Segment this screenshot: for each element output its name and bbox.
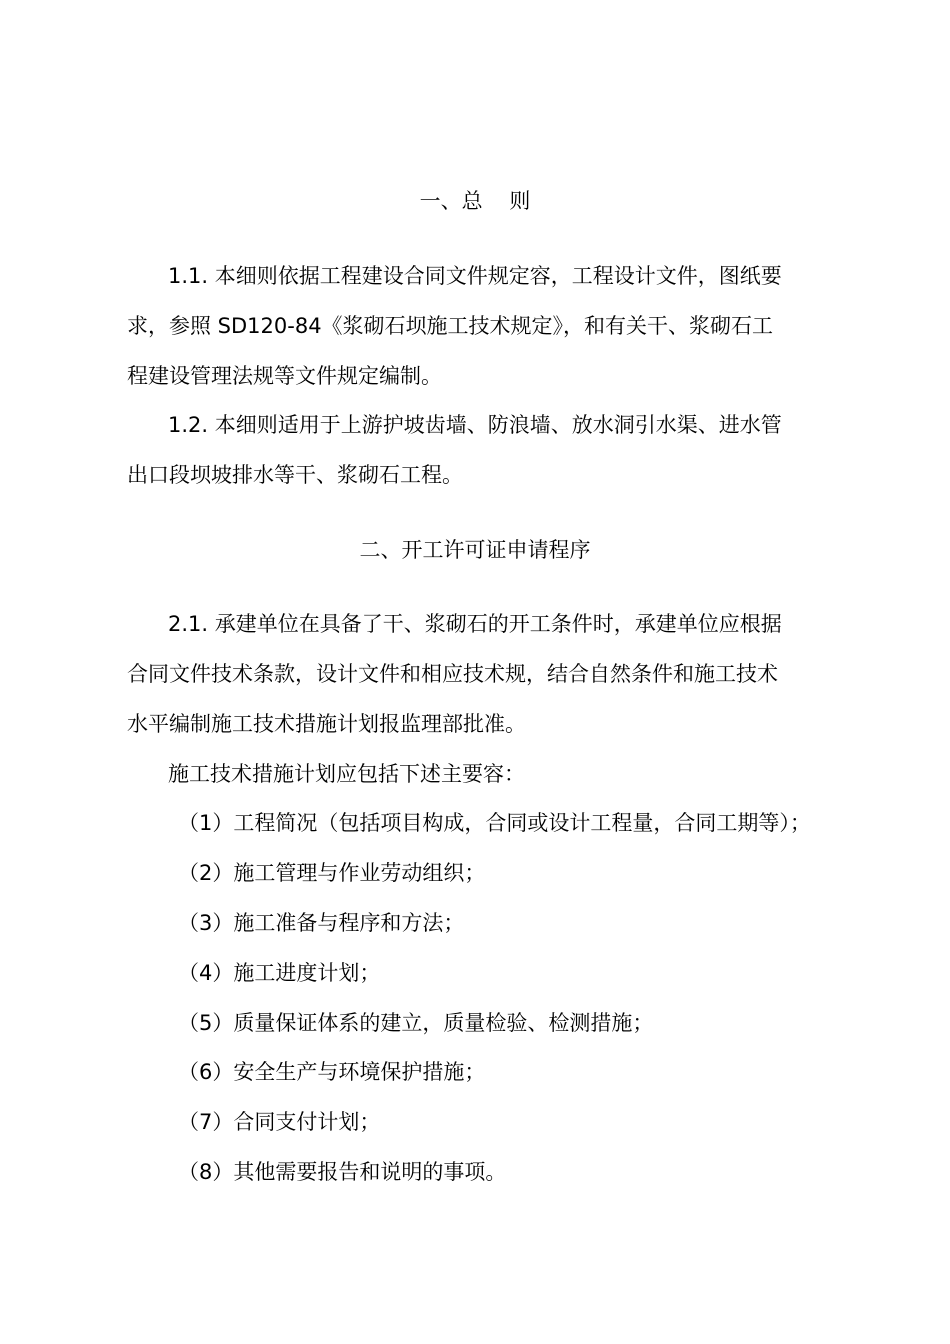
paragraph-plan-contents: 施工技术措施计划应包括下述主要容： [168,762,525,786]
list-item: （5）质量保证体系的建立，质量检验、检测措施； [178,1011,654,1035]
section-heading-permit-procedure: 二、开工许可证申请程序 [359,538,591,562]
paragraph-2-1-line-2: 合同文件技术条款，设计文件和相应技术规，结合自然条件和施工技术 [127,662,778,686]
list-item: （4）施工进度计划； [178,961,381,985]
paragraph-1-2-line-1: 1.2. 本细则适用于上游护坡齿墙、防浪墙、放水洞引水渠、进水管 [168,413,782,437]
list-item: （7）合同支付计划； [178,1110,381,1134]
paragraph-1-1-line-2: 求，参照 SD120-84《浆砌石坝施工技术规定》，和有关干、浆砌石工 [127,314,774,338]
paragraph-1-1-line-3: 程建设管理法规等文件规定编制。 [127,364,442,388]
paragraph-2-1-line-3: 水平编制施工技术措施计划报监理部批准。 [127,712,526,736]
section-heading-general: 一、总 则 [419,189,531,213]
list-item: （2）施工管理与作业劳动组织； [178,861,486,885]
list-item: （8）其他需要报告和说明的事项。 [178,1160,507,1184]
list-item: （3）施工准备与程序和方法； [178,911,465,935]
list-item: （1）工程简况（包括项目构成，合同或设计工程量，合同工期等）； [178,811,811,835]
list-item: （6）安全生产与环境保护措施； [178,1060,486,1084]
paragraph-1-1-line-1: 1.1. 本细则依据工程建设合同文件规定容，工程设计文件，图纸要 [168,264,782,288]
paragraph-2-1-line-1: 2.1. 承建单位在具备了干、浆砌石的开工条件时，承建单位应根据 [168,612,782,636]
paragraph-1-2-line-2: 出口段坝坡排水等干、浆砌石工程。 [127,463,463,487]
